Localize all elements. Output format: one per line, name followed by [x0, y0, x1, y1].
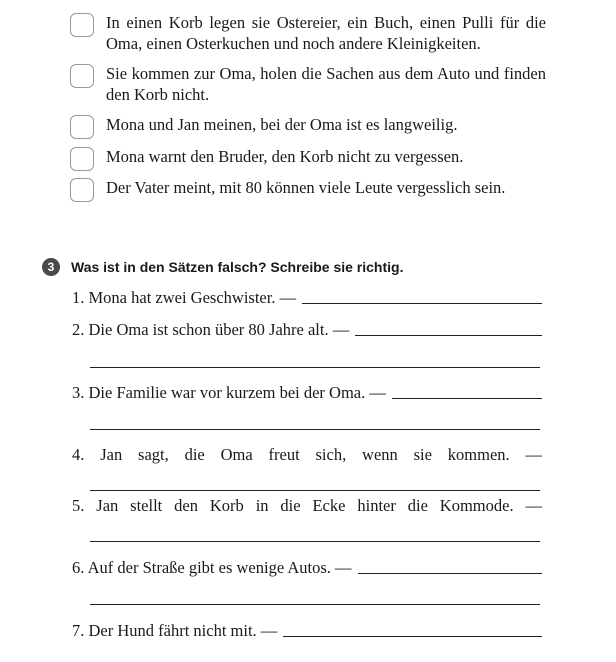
answer-line[interactable]	[90, 367, 540, 368]
statement-text: 4. Jan sagt, die Oma freut sich, wenn sie kommen. —	[72, 445, 542, 464]
exercise-number-badge: 3	[42, 258, 60, 276]
statement-item	[72, 288, 542, 308]
exercise-title: Was ist in den Sätzen falsch? Schreibe sie richtig.	[71, 259, 404, 275]
checkbox[interactable]	[70, 13, 94, 37]
exercise-header	[42, 258, 403, 276]
answer-line[interactable]	[90, 490, 540, 491]
checklist-item	[70, 114, 546, 139]
checklist-item-text: Sie kommen zur Oma, holen die Sachen aus dem Auto und finden den Korb nicht.	[106, 64, 546, 104]
statement-text: 1. Mona hat zwei Geschwister. —	[72, 288, 297, 307]
checklist-item	[70, 12, 546, 54]
answer-line[interactable]	[392, 397, 542, 399]
statement-item	[72, 558, 542, 578]
checklist-item-text: Mona und Jan meinen, bei der Oma ist es langweilig.	[106, 115, 458, 134]
answer-line[interactable]	[90, 541, 540, 542]
checklist-item	[70, 146, 546, 171]
statement-checklist	[70, 12, 546, 211]
statement-text: 7. Der Hund fährt nicht mit. —	[72, 621, 278, 640]
statement-item	[72, 320, 542, 340]
checklist-item-text: Der Vater meint, mit 80 können viele Leute vergesslich sein.	[106, 178, 506, 197]
statement-item	[72, 383, 542, 403]
answer-line[interactable]	[283, 635, 542, 637]
answer-line[interactable]	[358, 572, 542, 574]
checkbox[interactable]	[70, 147, 94, 171]
checkbox[interactable]	[70, 178, 94, 202]
statement-text: 6. Auf der Straße gibt es wenige Autos. —	[72, 558, 352, 577]
checklist-item	[70, 177, 546, 202]
statement-text: 5. Jan stellt den Korb in die Ecke hinter die Kommode. —	[72, 496, 542, 515]
answer-line[interactable]	[302, 302, 542, 304]
answer-line[interactable]	[90, 429, 540, 430]
statement-item	[72, 445, 542, 465]
answer-line[interactable]	[90, 604, 540, 605]
checklist-item-text: Mona warnt den Bruder, den Korb nicht zu vergessen.	[106, 147, 464, 166]
checkbox[interactable]	[70, 115, 94, 139]
statement-item	[72, 621, 542, 641]
statement-item	[72, 496, 542, 516]
statement-text: 2. Die Oma ist schon über 80 Jahre alt. —	[72, 320, 350, 339]
statement-text: 3. Die Familie war vor kurzem bei der Oma. —	[72, 383, 386, 402]
checklist-item-text: In einen Korb legen sie Ostereier, ein Buch, einen Pulli für die Oma, einen Osterkuchen und noch andere Kleinigkeiten.	[106, 13, 546, 53]
checkbox[interactable]	[70, 64, 94, 88]
answer-line[interactable]	[355, 334, 542, 336]
checklist-item	[70, 63, 546, 105]
